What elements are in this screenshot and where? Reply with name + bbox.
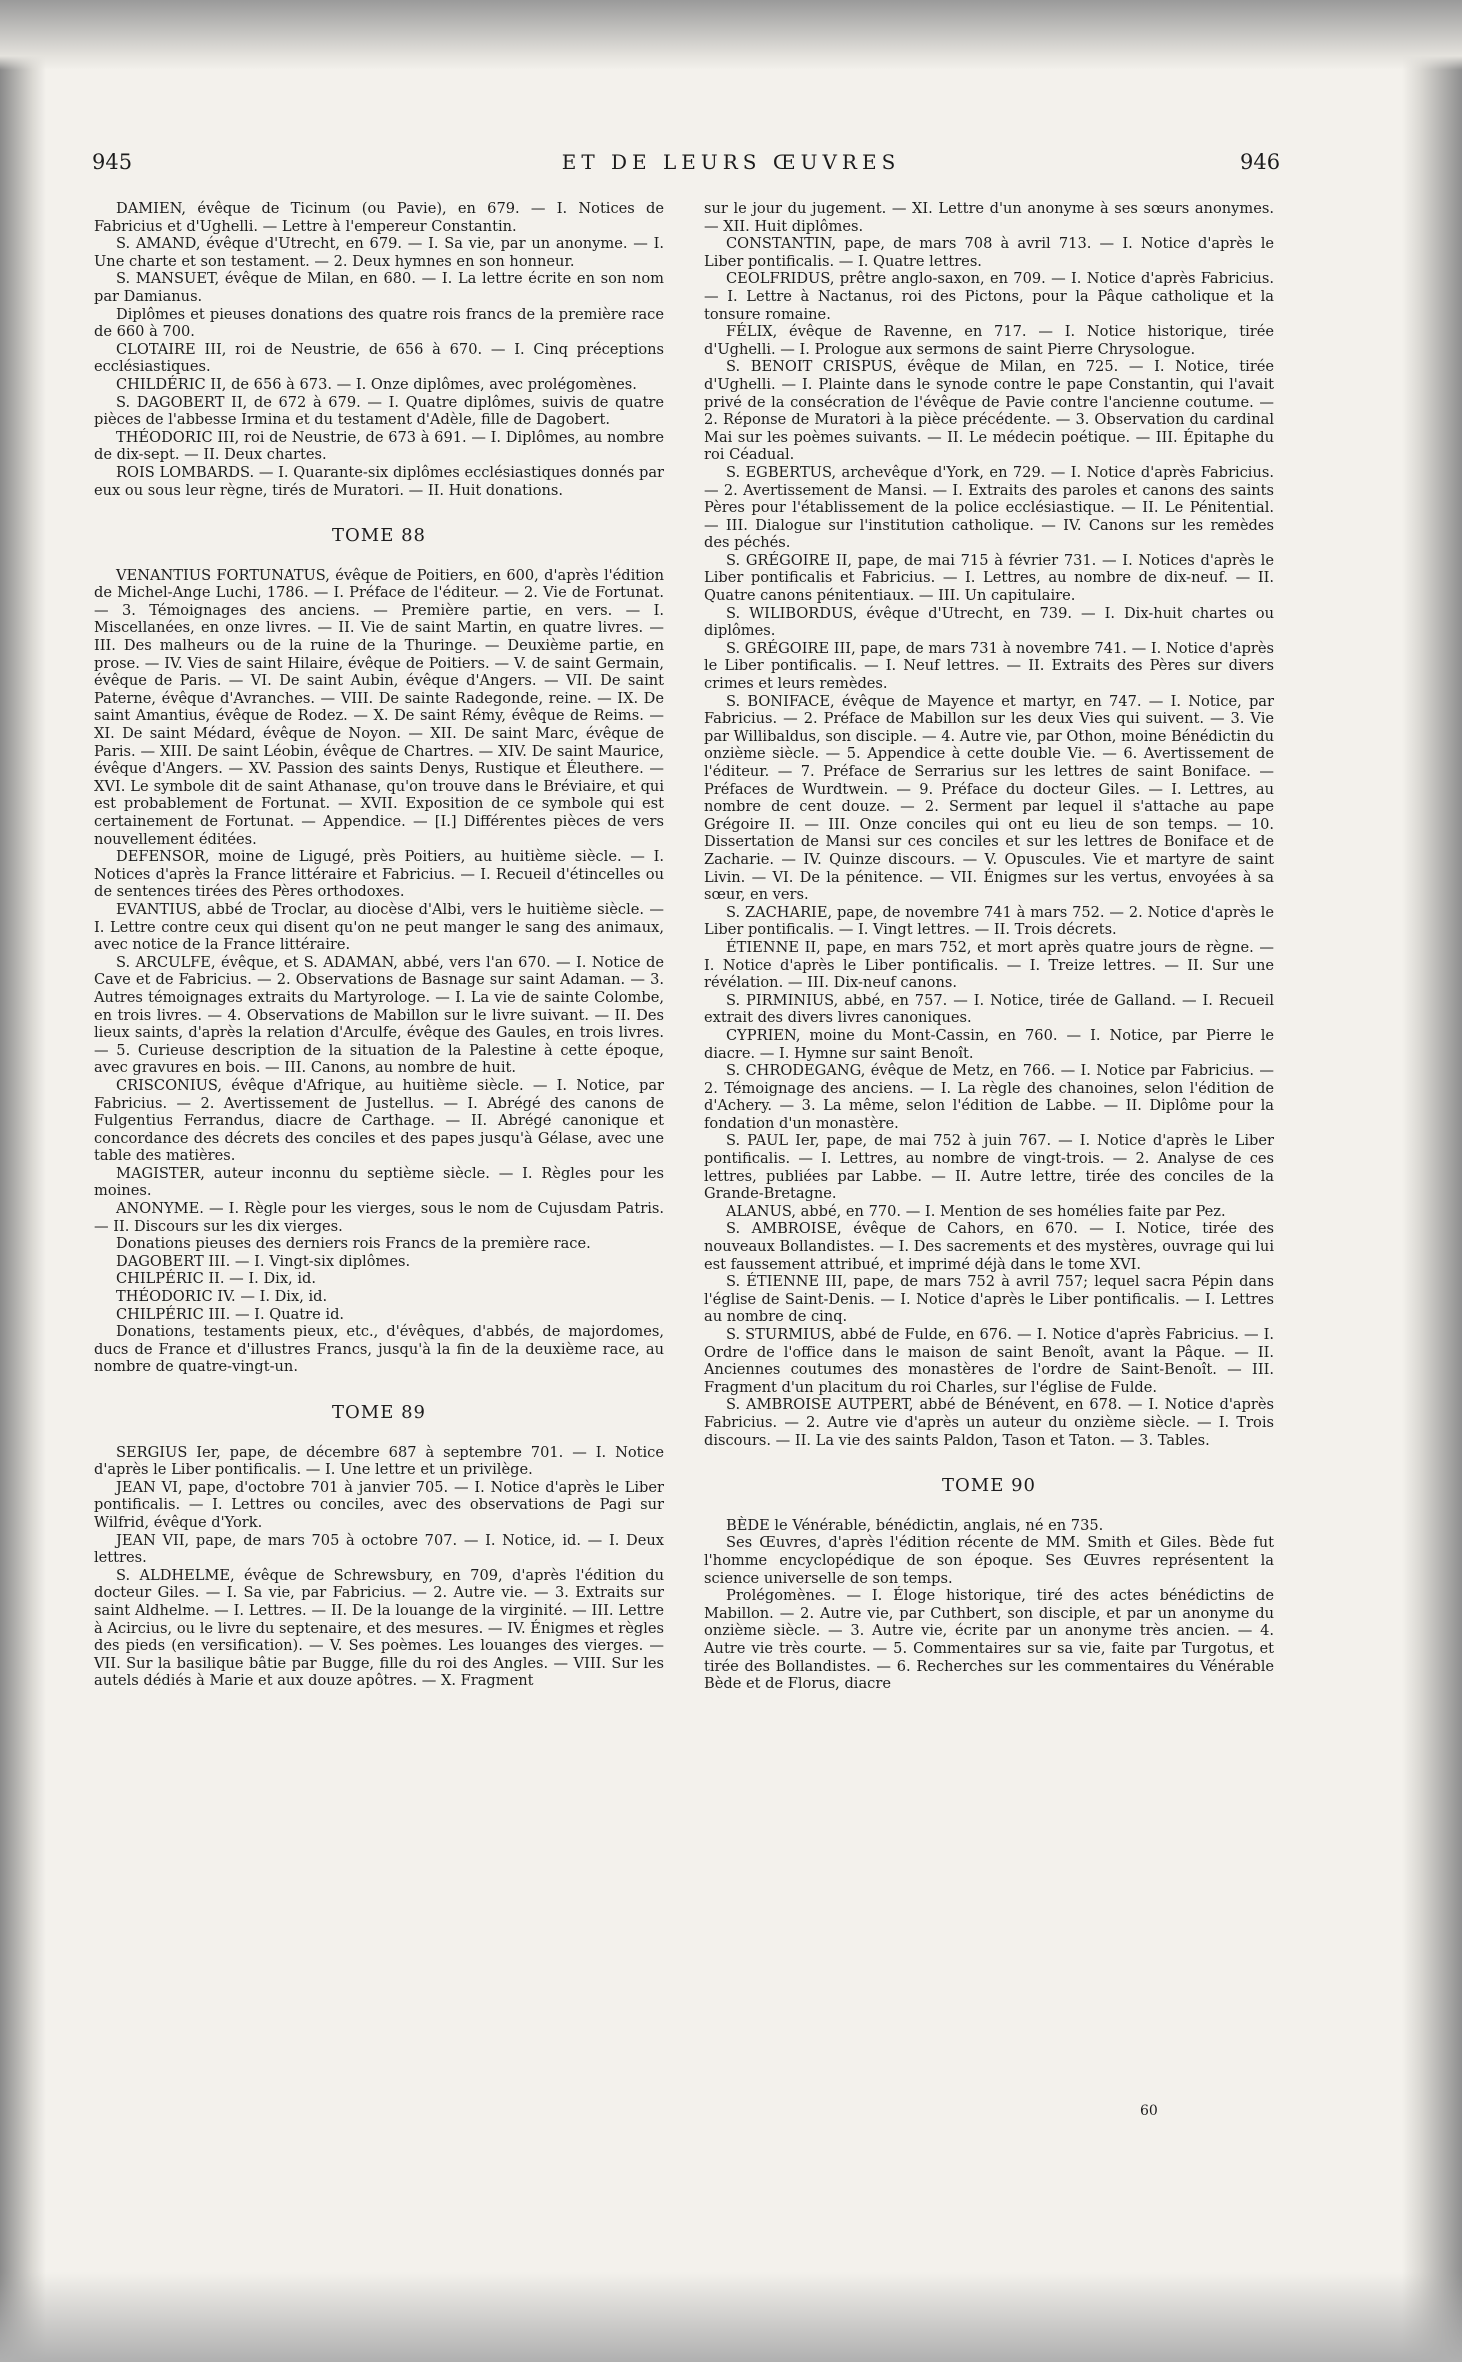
entry: S. GRÉGOIRE II, pape, de mai 715 à février 731. — I. Notices d'après le Liber pontificalis et Fabricius. — I. Lettres, au nombre de dix-neuf. — II. Quatre canons pénitentiaux. — III. Un capitulaire. [704, 551, 1274, 605]
entry: SERGIUS Ier, pape, de décembre 687 à septembre 701. — I. Notice d'après le Liber pontificalis. — I. Une lettre et un privilège. [94, 1443, 664, 1479]
entry: CRISCONIUS, évêque d'Afrique, au huitième siècle. — I. Notice, par Fabricius. — 2. Avertissement de Justellus. — I. Abrégé des canons de Fulgentius Ferrandus, diacre de Carthage. — II. Abrégé canonique et concordance des décrets des conciles et des papes jusqu'à Gélase, avec une table des matières. [94, 1076, 664, 1165]
entry: S. BONIFACE, évêque de Mayence et martyr, en 747. — I. Notice, par Fabricius. — 2. Préface de Mabillon sur les deux Vies qui suivent. — 3. Vie par Willibaldus, son disciple. — 4. Autre vie, par Othon, moine Bénédictin du onzième siècle. — 5. Appendice à cette double Vie. — 6. Avertissement de l'éditeur. — 7. Préface de Serrarius sur les lettres de saint Boniface. — Préfaces de Wurdtwein. — 9. Préface du docteur Giles. — I. Lettres, au nombre de cent douze. — 2. Serment par lequel il s'attache au pape Grégoire II. — III. Onze conciles qui ont eu lieu de son temps. — 10. Dissertation de Mansi sur ces conciles et sur les lettres de Boniface et de Zacharie. — IV. Quinze discours. — V. Opuscules. Vie et martyre de saint Livin. — VI. De la pénitence. — VII. Énigmes sur les vertus, envoyées à sa sœur, en vers. [704, 692, 1274, 904]
entry: Donations pieuses des derniers rois Francs de la première race. [116, 1235, 591, 1253]
entry: JEAN VII, pape, de mars 705 à octobre 707. — I. Notice, id. — I. Deux lettres. [94, 1531, 664, 1567]
entry: S. ZACHARIE, pape, de novembre 741 à mars 752. — 2. Notice d'après le Liber pontificalis. — I. Vingt lettres. — II. Trois décrets. [704, 903, 1274, 939]
entry: S. AMBROISE AUTPERT, abbé de Bénévent, en 678. — I. Notice d'après Fabricius. — 2. Autre vie d'après un auteur du onzième siècle. — I. Trois discours. — II. La vie des saints Paldon, Tason et Taton. — 3. Tables. [704, 1396, 1274, 1449]
entry-continuation: sur le jour du jugement. — XI. Lettre d'un anonyme à ses sœurs anonymes. — XII. Huit diplômes. [704, 200, 1274, 235]
entry: S. EGBERTUS, archevêque d'York, en 729. — I. Notice d'après Fabricius. — 2. Avertissement de Mansi. — I. Extraits des paroles et canons des saints Pères pour l'établissement de la police ecclésiastique. — II. Le Pénitential. — III. Dialogue sur l'institution catholique. — IV. Canons sur les remèdes des péchés. [704, 463, 1274, 552]
entry: S. MANSUET, évêque de Milan, en 680. — I. La lettre écrite en son nom par Damianus. [94, 270, 664, 305]
entry: DEFENSOR, moine de Ligugé, près Poitiers, au huitième siècle. — I. Notices d'après la France littéraire et Fabricius. — I. Recueil d'étincelles ou de sentences tirées des Pères orthodoxes. [94, 848, 664, 901]
entry: S. ARCULFE, évêque, et S. ADAMAN, abbé, vers l'an 670. — I. Notice de Cave et de Fabricius. — 2. Observations de Basnage sur saint Adaman. — 3. Autres témoignages extraits du Martyrologe. — I. La vie de sainte Colombe, en trois livres. — 4. Observations de Mabillon sur le livre suivant. — II. Des lieux saints, d'après la relation d'Arculfe, évêque des Gaules, en trois livres. — 5. Curieuse description de la situation de la Palestine à cette époque, avec gravures en bois. — III. Canons, au nombre de huit. [94, 953, 664, 1077]
scan-edge-top [0, 0, 1462, 70]
running-title: ET DE LEURS ŒUVRES [561, 150, 901, 174]
entry: THÉODORIC III, roi de Neustrie, de 673 à 691. — I. Diplômes, au nombre de dix-sept. — II. Deux chartes. [94, 428, 664, 464]
section-heading: TOME 89 [332, 1402, 426, 1423]
entry: S. ALDHELME, évêque de Schrewsbury, en 709, d'après l'édition du docteur Giles. — I. Sa vie, par Fabricius. — 2. Autre vie. — 3. Extraits sur saint Aldhelme. — I. Lettres. — II. De la louange de la virginité. — III. Lettre à Acircius, ou le livre du septenaire, et des mesures. — IV. Énigmes et règles des pieds (en versification). — V. Ses poèmes. Les louanges des vierges. — VII. Sur la basilique bâtie par Bugge, fille du roi des Angles. — VIII. Sur les autels dédiés à Marie et aux douze apôtres. — X. Fragment [94, 1566, 664, 1690]
entry: JEAN VI, pape, d'octobre 701 à janvier 705. — I. Notice d'après le Liber pontificalis. — I. Lettres ou conciles, avec des observations de Pagi sur Wilfrid, évêque d'York. [94, 1478, 664, 1531]
scan-edge-right [1402, 0, 1462, 2362]
entry: FÉLIX, évêque de Ravenne, en 717. — I. Notice historique, tirée d'Ughelli. — I. Prologue aux sermons de saint Pierre Chrysologue. [704, 323, 1274, 358]
entry: BÈDE le Vénérable, bénédictin, anglais, né en 735. [726, 1516, 1104, 1534]
entry: CHILPÉRIC III. — I. Quatre id. [116, 1305, 345, 1323]
entry: Donations, testaments pieux, etc., d'évêques, d'abbés, de majordomes, ducs de France et d'illustres Francs, jusqu'à la fin de la deuxième race, au nombre de quatre-vingt-un. [94, 1323, 664, 1376]
entry: S. AMAND, évêque d'Utrecht, en 679. — I. Sa vie, par un anonyme. — I. Une charte et son testament. — 2. Deux hymnes en son honneur. [94, 235, 664, 270]
entry: CHILPÉRIC II. — I. Dix, id. [116, 1270, 316, 1288]
entry: S. BENOIT CRISPUS, évêque de Milan, en 725. — I. Notice, tirée d'Ughelli. — I. Plainte dans le synode contre le pape Constantin, qui l'avait privé de la consécration de l'évêque de Pavie contre l'ancienne coutume. — 2. Réponse de Muratori à la pièce précédente. — 3. Observation du cardinal Mai sur les poèmes suivants. — II. Le médecin poétique. — III. Épitaphe du roi Céadual. [704, 358, 1274, 464]
entry: MAGISTER, auteur inconnu du septième siècle. — I. Règles pour les moines. [94, 1164, 664, 1200]
page-number-right: 946 [1240, 150, 1281, 174]
entry: DAMIEN, évêque de Ticinum (ou Pavie), en 679. — I. Notices de Fabricius et d'Ughelli. — Lettre à l'empereur Constantin. [94, 200, 664, 235]
entry: S. WILIBORDUS, évêque d'Utrecht, en 739. — I. Dix-huit chartes ou diplômes. [704, 604, 1274, 640]
entry: S. GRÉGOIRE III, pape, de mars 731 à novembre 741. — I. Notice d'après le Liber pontificalis. — I. Neuf lettres. — II. Extraits des Pères sur divers crimes et leurs remèdes. [704, 639, 1274, 693]
running-head [0, 150, 1462, 178]
signature-mark: 60 [1140, 2103, 1158, 2119]
entry: Diplômes et pieuses donations des quatre rois francs de la première race de 660 à 700. [94, 305, 664, 341]
entry: ANONYME. — I. Règle pour les vierges, sous le nom de Cujusdam Patris. — II. Discours sur les dix vierges. [94, 1200, 664, 1235]
left-column [94, 200, 664, 1690]
right-column [704, 200, 1274, 1693]
entry: CONSTANTIN, pape, de mars 708 à avril 713. — I. Notice d'après le Liber pontificalis. — I. Quatre lettres. [704, 235, 1274, 270]
section-heading: TOME 90 [942, 1475, 1036, 1497]
entry: S. DAGOBERT II, de 672 à 679. — I. Quatre diplômes, suivis de quatre pièces de l'abbesse Irmina et du testament d'Adèle, fille de Dagobert. [94, 393, 664, 429]
entry: CLOTAIRE III, roi de Neustrie, de 656 à 670. — I. Cinq préceptions ecclésiastiques. [94, 340, 664, 376]
entry: CHILDÉRIC II, de 656 à 673. — I. Onze diplômes, avec prolégomènes. [116, 375, 637, 393]
scan-edge-bottom [0, 2272, 1462, 2362]
entry: ÉTIENNE II, pape, en mars 752, et mort après quatre jours de règne. — I. Notice d'après le Liber pontificalis. — I. Treize lettres. — II. Sur une révélation. — III. Dix-neuf canons. [704, 938, 1274, 992]
entry: S. CHRODEGANG, évêque de Metz, en 766. — I. Notice par Fabricius. — 2. Témoignage des anciens. — I. La règle des chanoines, selon l'édition de d'Achery. — 3. La même, selon l'édition de Labbe. — II. Diplôme pour la fondation d'un monastère. [704, 1062, 1274, 1132]
entry: THÉODORIC IV. — I. Dix, id. [116, 1288, 328, 1306]
entry: S. AMBROISE, évêque de Cahors, en 670. — I. Notice, tirée des nouveaux Bollandistes. — I. Des sacrements et des mystères, ouvrage qui lui est faussement attribué, et imprimé déjà dans le tome XVI. [704, 1220, 1274, 1273]
scan-edge-left [0, 0, 46, 2362]
section-heading: TOME 88 [332, 525, 426, 547]
entry: S. PIRMINIUS, abbé, en 757. — I. Notice, tirée de Galland. — I. Recueil extrait des divers livres canoniques. [704, 991, 1274, 1027]
entry: Prolégomènes. — I. Éloge historique, tiré des actes bénédictins de Mabillon. — 2. Autre vie, par Cuthbert, son disciple, et par un anonyme du onzième siècle. — 3. Autre vie, écrite par un anonyme très ancien. — 4. Autre vie très courte. — 5. Commentaires sur sa vie, faite par Turgotus, et tirée des Bollandistes. — 6. Recherches sur les commentaires du Vénérable Bède et de Florus, diacre [704, 1587, 1274, 1693]
entry: ALANUS, abbé, en 770. — I. Mention de ses homélies faite par Pez. [726, 1202, 1226, 1220]
entry: ROIS LOMBARDS. — I. Quarante-six diplômes ecclésiastiques donnés par eux ou sous leur règne, tirés de Muratori. — II. Huit donations. [94, 463, 664, 499]
entry: S. STURMIUS, abbé de Fulde, en 676. — I. Notice d'après Fabricius. — I. Ordre de l'office dans le maison de saint Benoît, avant la Pâque. — II. Anciennes coutumes des monastères de l'ordre de Saint-Benoît. — III. Fragment d'un placitum du roi Charles, sur l'église de Fulde. [704, 1326, 1274, 1396]
entry: S. ÉTIENNE III, pape, de mars 752 à avril 757; lequel sacra Pépin dans l'église de Saint-Denis. — I. Notice d'après le Liber pontificalis. — I. Lettres au nombre de cinq. [704, 1273, 1274, 1326]
entry: S. PAUL Ier, pape, de mai 752 à juin 767. — I. Notice d'après le Liber pontificalis. — I. Lettres, au nombre de vingt-trois. — 2. Analyse de ces lettres, publiées par Labbe. — II. Autre lettre, tirée des conciles de la Grande-Bretagne. [704, 1132, 1274, 1203]
entry: EVANTIUS, abbé de Troclar, au diocèse d'Albi, vers le huitième siècle. — I. Lettre contre ceux qui disent qu'on ne peut manger le sang des animaux, avec notice de la France littéraire. [94, 900, 664, 954]
entry: CEOLFRIDUS, prêtre anglo-saxon, en 709. — I. Notice d'après Fabricius. — I. Lettre à Nactanus, roi des Pictons, pour la Pâque catholique et la tonsure romaine. [704, 270, 1274, 323]
entry: VENANTIUS FORTUNATUS, évêque de Poitiers, en 600, d'après l'édition de Michel-Ange Luchi, 1786. — I. Préface de l'éditeur. — 2. Vie de Fortunat. — 3. Témoignages des anciens. — Première partie, en vers. — I. Miscellanées, en onze livres. — II. Vie de saint Martin, en quatre livres. — III. Des malheurs ou de la ruine de la Thuringe. — Deuxième partie, en prose. — IV. Vies de saint Hilaire, évêque de Poitiers. — V. de saint Germain, évêque de Paris. — VI. De saint Aubin, évêque d'Angers. — VII. De saint Paterne, évêque d'Avranches. — VIII. De sainte Radegonde, reine. — IX. De saint Amantius, évêque de Rodez. — X. De saint Rémy, évêque de Reims. — XI. De saint Médard, évêque de Noyon. — XII. De saint Marc, évêque de Paris. — XIII. De saint Léobin, évêque de Chartres. — XIV. De saint Maurice, évêque d'Angers. — XV. Passion des saints Denys, Rustique et Éleuthere. — XVI. Le symbole dit de saint Athanase, qu'on trouve dans le Bréviaire, et qui est probablement de Fortunat. — XVII. Exposition de ce symbole qui est certainement de Fortunat. — Appendice. — [I.] Différentes pièces de vers nouvellement éditées. [94, 566, 664, 848]
page-number-left: 945 [92, 150, 133, 174]
entry: Ses Œuvres, d'après l'édition récente de MM. Smith et Giles. Bède fut l'homme encyclopédique de son époque. Ses Œuvres représentent la science universelle de son temps. [704, 1534, 1274, 1587]
entry: CYPRIEN, moine du Mont-Cassin, en 760. — I. Notice, par Pierre le diacre. — I. Hymne sur saint Benoît. [704, 1026, 1274, 1062]
entry: DAGOBERT III. — I. Vingt-six diplômes. [116, 1252, 411, 1270]
